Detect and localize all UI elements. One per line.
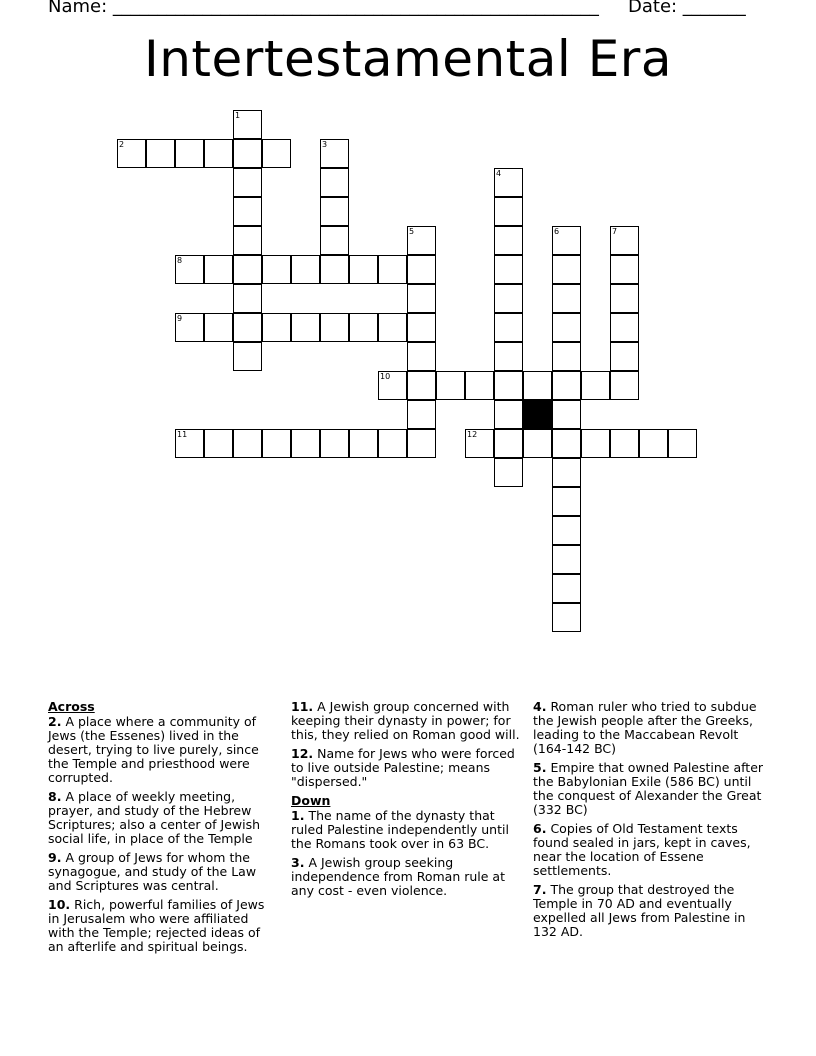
- grid-cell[interactable]: [494, 168, 523, 197]
- grid-cell[interactable]: [494, 371, 523, 400]
- grid-cell[interactable]: [233, 168, 262, 197]
- grid-cell[interactable]: [552, 458, 581, 487]
- grid-cell[interactable]: [175, 255, 204, 284]
- cell-number: 6: [554, 227, 560, 236]
- grid-cell[interactable]: [349, 313, 378, 342]
- clue-text: The group that destroyed the Temple in 70 AD and eventually expelled all Jews from Palestine in 132 AD.: [533, 882, 746, 939]
- grid-cell[interactable]: [407, 342, 436, 371]
- clue-across-9: [48, 851, 278, 893]
- grid-cell[interactable]: [552, 487, 581, 516]
- grid-cell[interactable]: [436, 371, 465, 400]
- grid-cell[interactable]: [407, 400, 436, 429]
- grid-cell[interactable]: [146, 139, 175, 168]
- grid-cell[interactable]: [552, 255, 581, 284]
- grid-cell[interactable]: [552, 429, 581, 458]
- grid-cell[interactable]: [552, 284, 581, 313]
- grid-cell[interactable]: [233, 139, 262, 168]
- grid-cell[interactable]: [262, 255, 291, 284]
- clue-number: 11.: [291, 699, 314, 714]
- grid-cell[interactable]: [233, 110, 262, 139]
- clue-text: Roman ruler who tried to subdue the Jewish people after the Greeks, leading to the Maccabean Revolt (164-142 BC): [533, 699, 757, 756]
- black-square: [523, 400, 552, 429]
- grid-cell[interactable]: [552, 400, 581, 429]
- clue-down-5: [533, 761, 765, 817]
- grid-cell[interactable]: [175, 429, 204, 458]
- grid-cell[interactable]: [494, 197, 523, 226]
- grid-cell[interactable]: [494, 313, 523, 342]
- grid-cell[interactable]: [320, 139, 349, 168]
- grid-cell[interactable]: [465, 429, 494, 458]
- grid-cell[interactable]: [378, 371, 407, 400]
- grid-cell[interactable]: [494, 226, 523, 255]
- grid-cell[interactable]: [262, 139, 291, 168]
- grid-cell[interactable]: [610, 371, 639, 400]
- grid-cell[interactable]: [233, 226, 262, 255]
- grid-cell[interactable]: [291, 429, 320, 458]
- grid-cell[interactable]: [378, 255, 407, 284]
- cell-number: 10: [380, 372, 391, 381]
- grid-cell[interactable]: [407, 313, 436, 342]
- cell-number: 8: [177, 256, 183, 265]
- cell-number: 2: [119, 140, 125, 149]
- grid-cell[interactable]: [378, 313, 407, 342]
- grid-cell[interactable]: [233, 197, 262, 226]
- grid-cell[interactable]: [465, 371, 494, 400]
- grid-cell[interactable]: [175, 313, 204, 342]
- grid-cell[interactable]: [494, 255, 523, 284]
- clue-across-2: [48, 715, 278, 785]
- grid-cell[interactable]: [494, 284, 523, 313]
- grid-cell[interactable]: [610, 284, 639, 313]
- grid-cell[interactable]: [233, 429, 262, 458]
- grid-cell[interactable]: [204, 429, 233, 458]
- grid-cell[interactable]: [668, 429, 697, 458]
- page-title: Intertestamental Era: [144, 30, 672, 88]
- grid-cell[interactable]: [320, 313, 349, 342]
- cell-number: 11: [177, 430, 188, 439]
- grid-cell[interactable]: [320, 197, 349, 226]
- grid-cell[interactable]: [494, 458, 523, 487]
- grid-cell[interactable]: [320, 226, 349, 255]
- clue-number: 4.: [533, 699, 547, 714]
- clue-down-1: [291, 809, 521, 851]
- grid-cell[interactable]: [320, 168, 349, 197]
- grid-cell[interactable]: [494, 429, 523, 458]
- cell-number: 7: [612, 227, 618, 236]
- clue-across-8: [48, 790, 278, 846]
- clue-text: A Jewish group concerned with keeping their dynasty in power; for this, they relied on Roman good will.: [291, 699, 520, 742]
- clues-column-3: [533, 700, 765, 944]
- grid-cell[interactable]: [320, 255, 349, 284]
- grid-cell[interactable]: [117, 139, 146, 168]
- grid-cell[interactable]: [320, 429, 349, 458]
- clue-number: 8.: [48, 789, 62, 804]
- grid-cell[interactable]: [610, 226, 639, 255]
- grid-cell[interactable]: [233, 255, 262, 284]
- clues-column-2: [291, 700, 521, 903]
- grid-cell[interactable]: [581, 371, 610, 400]
- clue-across-10: [48, 898, 278, 954]
- grid-cell[interactable]: [552, 226, 581, 255]
- grid-cell[interactable]: [610, 255, 639, 284]
- clue-text: A group of Jews for whom the synagogue, and study of the Law and Scriptures was central.: [48, 850, 257, 893]
- grid-cell[interactable]: [407, 226, 436, 255]
- clue-down-7: [533, 883, 765, 939]
- clue-number: 5.: [533, 760, 547, 775]
- across-heading: Across: [48, 699, 95, 714]
- clue-number: 12.: [291, 746, 314, 761]
- date-field-line: Date: _______: [628, 0, 746, 17]
- grid-cell[interactable]: [262, 313, 291, 342]
- name-field-line: Name: ______________________________________________________: [48, 0, 599, 17]
- grid-cell[interactable]: [262, 429, 291, 458]
- clue-text: A place where a community of Jews (the Essenes) lived in the desert, trying to live purely, since the Temple and priesthood were corrupted.: [48, 714, 259, 785]
- down-heading: Down: [291, 793, 331, 808]
- cell-number: 4: [496, 169, 502, 178]
- grid-cell[interactable]: [610, 342, 639, 371]
- grid-cell[interactable]: [523, 429, 552, 458]
- grid-cell[interactable]: [291, 255, 320, 284]
- grid-cell[interactable]: [552, 342, 581, 371]
- cell-number: 3: [322, 140, 328, 149]
- clue-text: The name of the dynasty that ruled Palestine independently until the Romans took over in 63 BC.: [291, 808, 509, 851]
- grid-cell[interactable]: [552, 603, 581, 632]
- clue-text: Empire that owned Palestine after the Babylonian Exile (586 BC) until the conquest of Alexander the Great (332 BC): [533, 760, 764, 817]
- clue-across-11: [291, 700, 521, 742]
- clue-text: A Jewish group seeking independence from Roman rule at any cost - even violence.: [291, 855, 505, 898]
- grid-cell[interactable]: [610, 429, 639, 458]
- clue-number: 3.: [291, 855, 305, 870]
- clue-text: Name for Jews who were forced to live outside Palestine; means "dispersed.": [291, 746, 515, 789]
- cell-number: 12: [467, 430, 478, 439]
- grid-cell[interactable]: [523, 371, 552, 400]
- grid-cell[interactable]: [581, 429, 610, 458]
- clue-number: 1.: [291, 808, 305, 823]
- grid-cell[interactable]: [233, 313, 262, 342]
- clue-across-12: [291, 747, 521, 789]
- grid-cell[interactable]: [552, 516, 581, 545]
- grid-cell[interactable]: [552, 371, 581, 400]
- clue-number: 6.: [533, 821, 547, 836]
- grid-cell[interactable]: [407, 371, 436, 400]
- grid-cell[interactable]: [552, 574, 581, 603]
- grid-cell[interactable]: [407, 429, 436, 458]
- grid-cell[interactable]: [494, 400, 523, 429]
- grid-cell[interactable]: [407, 255, 436, 284]
- grid-cell[interactable]: [349, 255, 378, 284]
- clues-column-1: [48, 700, 278, 959]
- grid-cell[interactable]: [349, 429, 378, 458]
- cell-number: 5: [409, 227, 415, 236]
- grid-cell[interactable]: [552, 313, 581, 342]
- grid-cell[interactable]: [639, 429, 668, 458]
- clue-down-6: [533, 822, 765, 878]
- clue-down-4: [533, 700, 765, 756]
- clue-number: 9.: [48, 850, 62, 865]
- clue-text: A place of weekly meeting, prayer, and study of the Hebrew Scriptures; also a center of Jewish social life, in place of the Temple: [48, 789, 261, 846]
- cell-number: 1: [235, 111, 241, 120]
- clue-text: Rich, powerful families of Jews in Jerusalem who were affiliated with the Temple; rejected ideas of an afterlife and spiritual beings.: [48, 897, 265, 954]
- grid-cell[interactable]: [291, 313, 320, 342]
- clue-number: 10.: [48, 897, 71, 912]
- clue-down-3: [291, 856, 521, 898]
- grid-cell[interactable]: [378, 429, 407, 458]
- grid-cell[interactable]: [610, 313, 639, 342]
- grid-cell[interactable]: [233, 284, 262, 313]
- grid-cell[interactable]: [552, 545, 581, 574]
- grid-cell[interactable]: [204, 255, 233, 284]
- grid-cell[interactable]: [407, 284, 436, 313]
- grid-cell[interactable]: [175, 139, 204, 168]
- grid-cell[interactable]: [494, 342, 523, 371]
- cell-number: 9: [177, 314, 183, 323]
- clue-number: 7.: [533, 882, 547, 897]
- grid-cell[interactable]: [204, 313, 233, 342]
- grid-cell[interactable]: [233, 342, 262, 371]
- grid-cell[interactable]: [204, 139, 233, 168]
- clue-number: 2.: [48, 714, 62, 729]
- clue-text: Copies of Old Testament texts found sealed in jars, kept in caves, near the location of Essene settlements.: [533, 821, 751, 878]
